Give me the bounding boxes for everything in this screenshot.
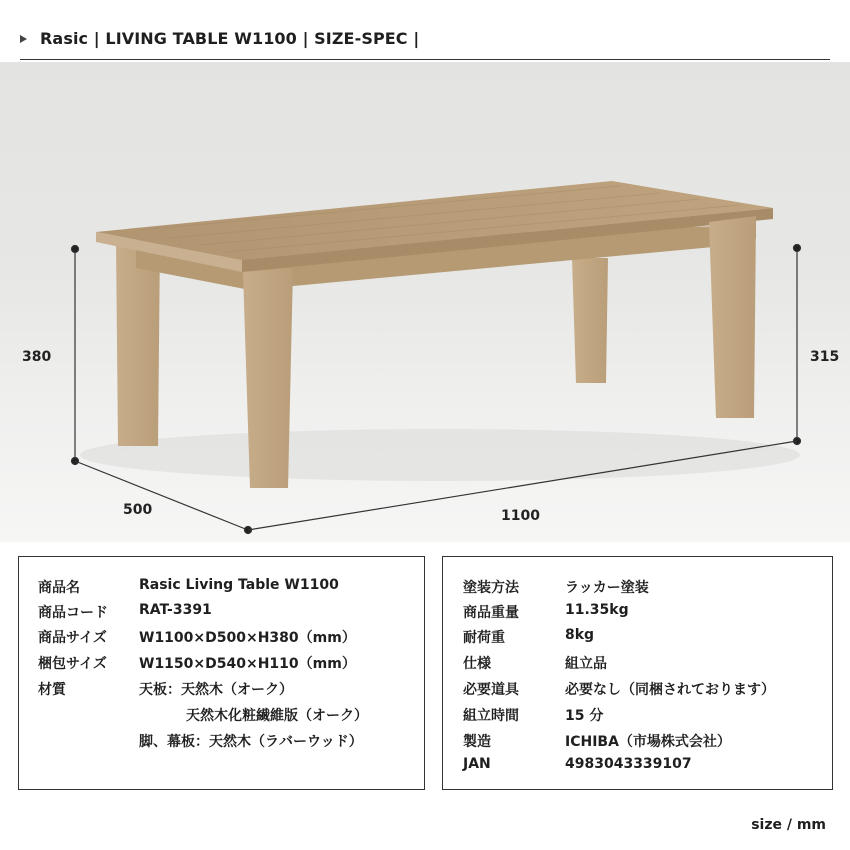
page-title: Rasic | LIVING TABLE W1100 | SIZE-SPEC | bbox=[40, 29, 420, 48]
spec-label-package-size: 梱包サイズ bbox=[38, 656, 107, 672]
spec-value-material-legs: 脚、幕板：天然木（ラバーウッド） bbox=[139, 734, 363, 750]
spec-value-maker: ICHIBA（市場株式会社） bbox=[565, 734, 731, 750]
dimension-lines bbox=[72, 245, 801, 534]
spec-value-product-size: W1100×D500×H380（mm） bbox=[139, 630, 356, 646]
height-total-label: 380 bbox=[22, 349, 52, 365]
spec-label-weight: 商品重量 bbox=[463, 605, 519, 621]
unit-note: size / mm bbox=[751, 817, 826, 833]
spec-value-load: 8kg bbox=[565, 627, 595, 643]
spec-label-finish: 塗装方法 bbox=[463, 580, 519, 596]
front-left-leg bbox=[243, 268, 293, 488]
table-illustration bbox=[0, 62, 850, 542]
spec-label-assembly-time: 組立時間 bbox=[463, 708, 519, 724]
spec-value-material-fiberboard: 天然木化粧繊維版（オーク） bbox=[186, 708, 368, 724]
header-divider bbox=[20, 59, 830, 60]
spec-label-product-size: 商品サイズ bbox=[38, 630, 107, 646]
floor-shadow bbox=[80, 429, 800, 481]
page-header bbox=[0, 0, 850, 62]
spec-label-tools: 必要道具 bbox=[463, 682, 519, 698]
spec-value-material-top: 天板：天然木（オーク） bbox=[139, 682, 293, 698]
spec-label-type: 仕様 bbox=[463, 656, 491, 672]
spec-value-product-name: Rasic Living Table W1100 bbox=[139, 577, 339, 593]
product-photo bbox=[0, 62, 850, 542]
spec-label-product-code: 商品コード bbox=[38, 605, 108, 621]
width-label: 1100 bbox=[501, 508, 540, 524]
spec-label-jan: JAN bbox=[463, 756, 491, 772]
spec-label-material: 材質 bbox=[38, 682, 66, 698]
spec-label-load: 耐荷重 bbox=[463, 630, 505, 646]
spec-label-maker: 製造 bbox=[463, 734, 491, 750]
spec-value-finish: ラッカー塗装 bbox=[565, 580, 649, 596]
spec-value-assembly-time: 15 分 bbox=[565, 708, 604, 724]
spec-label-product-name: 商品名 bbox=[38, 580, 80, 596]
back-right-leg bbox=[572, 258, 608, 383]
spec-value-jan: 4983043339107 bbox=[565, 756, 692, 772]
front-right-leg bbox=[709, 216, 756, 418]
spec-value-package-size: W1150×D540×H110（mm） bbox=[139, 656, 356, 672]
spec-value-weight: 11.35kg bbox=[565, 602, 629, 618]
spec-value-product-code: RAT-3391 bbox=[139, 602, 212, 618]
spec-value-tools: 必要なし（同梱されております） bbox=[565, 682, 775, 698]
height-under-label: 315 bbox=[810, 349, 840, 365]
triangle-bullet-icon bbox=[20, 35, 27, 43]
spec-value-type: 組立品 bbox=[565, 656, 607, 672]
depth-label: 500 bbox=[123, 502, 153, 518]
